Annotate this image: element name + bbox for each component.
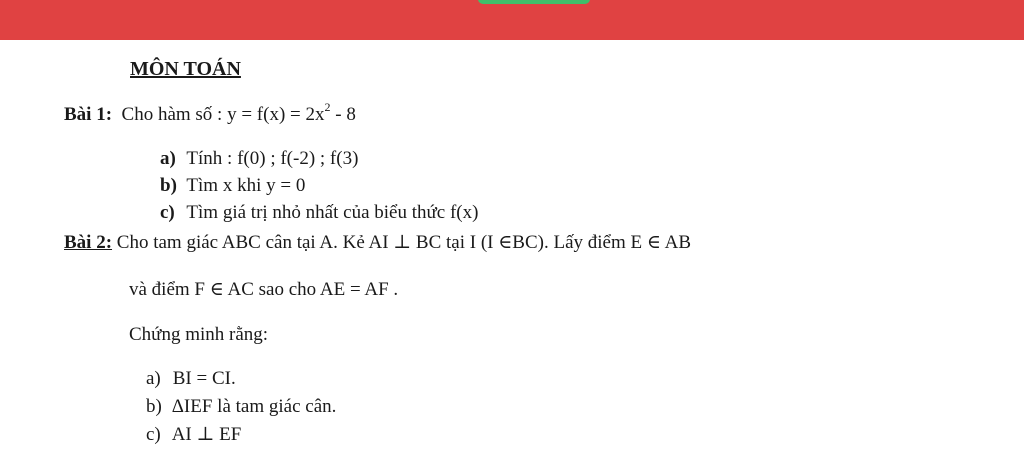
- item-text: Tìm giá trị nhỏ nhất của biểu thức f(x): [186, 202, 479, 223]
- bai2-line1-text: Cho tam giác ABC cân tại A. Kẻ AI ⊥ BC tại I (I ∈BC). Lấy điểm E ∈ AB: [116, 232, 692, 253]
- item-letter: b): [146, 396, 162, 417]
- page-title: MÔN TOÁN: [130, 58, 241, 80]
- item-text: Tìm x khi y = 0: [186, 175, 306, 196]
- bai1-exponent: 2: [324, 100, 331, 114]
- item-text: Tính : f(0) ; f(-2) ; f(3): [186, 148, 359, 169]
- bai2-item-c: [146, 424, 241, 446]
- bai1-item-c: [160, 202, 478, 224]
- bai2-label: Bài 2:: [64, 232, 113, 253]
- bai1-text-suffix: - 8: [330, 104, 356, 125]
- item-letter: c): [146, 424, 161, 445]
- item-text: AI ⊥ EF: [171, 424, 242, 445]
- bai1-item-b: [160, 175, 305, 197]
- item-letter: a): [160, 148, 176, 169]
- bai2-item-b: [146, 396, 336, 418]
- bai2-item-a: [146, 368, 236, 390]
- top-bar: [0, 0, 1024, 40]
- item-letter: a): [146, 368, 161, 389]
- bai1-heading: [64, 100, 356, 126]
- bai1-label: Bài 1:: [64, 104, 113, 125]
- item-text: BI = CI.: [172, 368, 236, 389]
- bai1-text-prefix: Cho hàm số : y = f(x) = 2x: [121, 104, 325, 125]
- bai1-item-a: [160, 148, 358, 170]
- item-text: ΔIEF là tam giác cân.: [171, 396, 337, 417]
- bai2-line1: [64, 232, 691, 254]
- item-letter: b): [160, 175, 177, 196]
- bai2-line2: và điểm F ∈ AC sao cho AE = AF .: [129, 279, 399, 300]
- bai2-prove: Chứng minh rằng:: [129, 324, 269, 345]
- item-letter: c): [160, 202, 175, 223]
- top-handle[interactable]: [478, 0, 590, 4]
